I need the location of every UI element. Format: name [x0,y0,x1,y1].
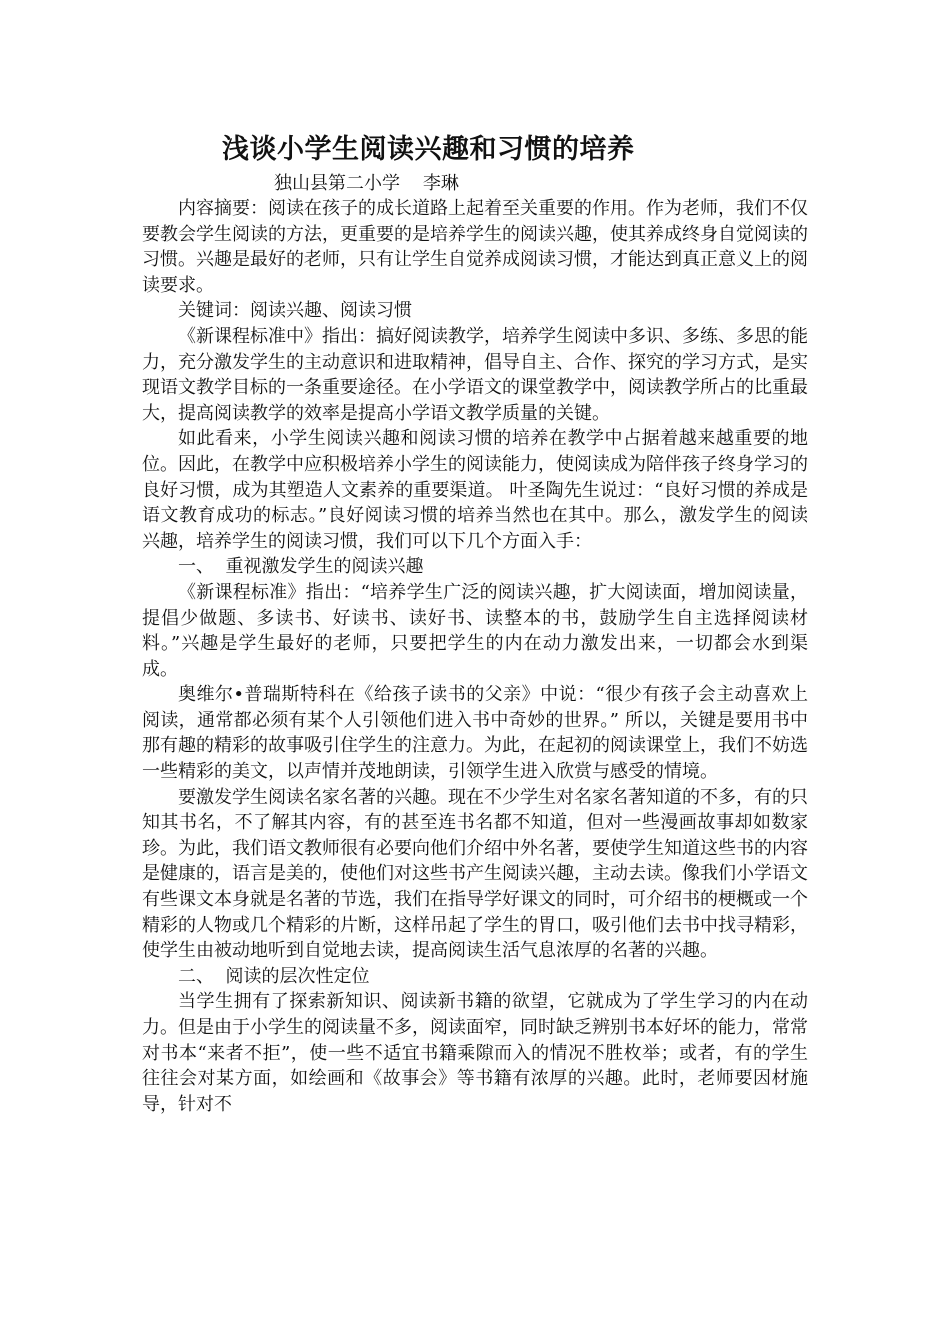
section-heading-1: 一、 重视激发学生的阅读兴趣 [178,556,424,578]
abstract-paragraph: 内容摘要：阅读在孩子的成长道路上起着至关重要的作用。作为老师，我们不仅要教会学生阅读的方法，更重要的是培养学生的阅读兴趣，使其养成终身自觉阅读的习惯。兴趣是最好的老师，只有让学生自觉养成阅读习惯，才能达到真正意义上的阅读要求。 [142,198,808,296]
document-author: 独山县第二小学 李琳 [274,173,459,194]
section1-paragraph-3: 要激发学生阅读名家名著的兴趣。现在不少学生对名家名著知道的不多，有的只知其书名，不了解其内容，有的甚至连书名都不知道，但对一些漫画故事却如数家珍。为此，我们语文教师很有必要向他们介绍中外名著，要使学生知道这些书的内容是健康的，语言是美的，使他们对这些书产生阅读兴趣，主动去读。像我们小学语文有些课文本身就是名著的节选，我们在指导学好课文的同时，可介绍书的梗概或一个精彩的人物或几个精彩的片断，这样吊起了学生的胃口，吸引他们去书中找寻精彩，使学生由被动地听到自觉地去读，提高阅读生活气息浓厚的名著的兴趣。 [142,786,808,962]
section-heading-2: 二、 阅读的层次性定位 [178,965,370,987]
section1-paragraph-2: 奥维尔•普瑞斯特科在《给孩子读书的父亲》中说：“很少有孩子会主动喜欢上阅读，通常都必须有某个人引领他们进入书中奇妙的世界。” 所以，关键是要用书中那有趣的精彩的故事吸引住学生的注意力。为此，在起初的阅读课堂上，我们不妨选一些精彩的美文，以声情并茂地朗读，引领学生进入欣赏与感受的情境。 [142,684,808,783]
intro-paragraph-1: 《新课程标准中》指出：搞好阅读教学，培养学生阅读中多识、多练、多思的能力，充分激发学生的主动意识和进取精神，倡导自主、合作、探究的学习方式，是实现语文教学目标的一条重要途径。在小学语文的课堂教学中，阅读教学所占的比重最大，提高阅读教学的效率是提高小学语文教学质量的关键。 [142,325,808,424]
section1-paragraph-1: 《新课程标准》指出：“培养学生广泛的阅读兴趣，扩大阅读面，增加阅读量，提倡少做题、多读书、好读书、读好书、读整本的书，鼓励学生自主选择阅读材料。”兴趣是学生最好的老师，只要把学生的内在动力激发出来，一切都会水到渠成。 [142,581,808,680]
document-title: 浅谈小学生阅读兴趣和习惯的培养 [222,134,635,165]
section2-paragraph-1: 当学生拥有了探索新知识、阅读新书籍的欲望，它就成为了学生学习的内在动力。但是由于小学生的阅读量不多，阅读面窄，同时缺乏辨别书本好坏的能力，常常对书本“来者不拒”，使一些不适宜书籍乘隙而入的情况不胜枚举；或者，有的学生往往会对某方面，如绘画和《故事会》等书籍有浓厚的兴趣。此时，老师要因材施导，针对不 [142,991,808,1115]
intro-paragraph-2: 如此看来，小学生阅读兴趣和阅读习惯的培养在教学中占据着越来越重要的地位。因此，在教学中应积极培养小学生的阅读能力，使阅读成为陪伴孩子终身学习的良好习惯，成为其塑造人文素养的重要渠道。 叶圣陶先生说过：“良好习惯的养成是语文教育成功的标志。”良好阅读习惯的培养当然也在其中。那么，激发学生的阅读兴趣，培养学生的阅读习惯，我们可以下几个方面入手： [142,428,808,552]
document-page [142,128,808,1117]
keywords-line: 关键词：阅读兴趣、阅读习惯 [178,300,412,322]
